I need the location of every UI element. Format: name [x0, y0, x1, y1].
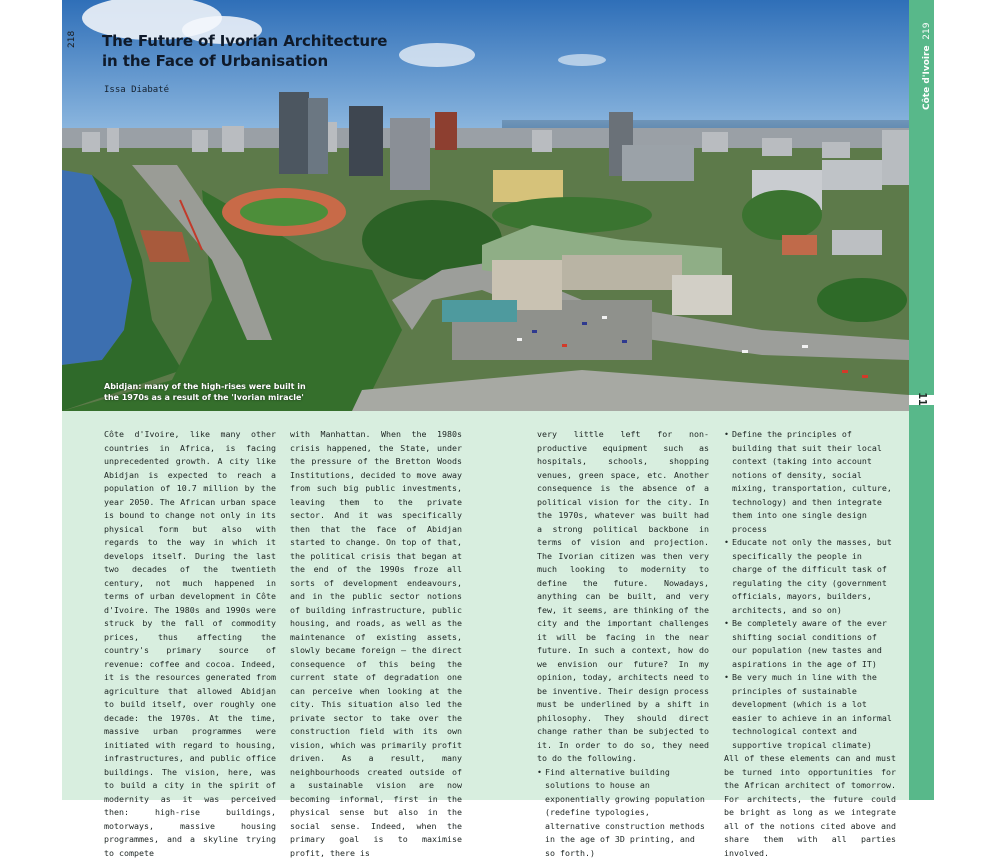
title-line-2: in the Face of Urbanisation [102, 51, 402, 71]
bullet-list [724, 428, 896, 752]
bullet-item: • Define the principles of building that suit their local context (taking into account notions of density, social mixing, transportation, culture, technology) and then integrate them into one single design process [724, 428, 896, 536]
text-column-2 [290, 428, 462, 860]
text-column-1 [104, 428, 276, 860]
running-head [910, 10, 934, 120]
bullet-item: • Be completely aware of the ever shifting social conditions of our population (new tastes and aspirations in the age of IT) [724, 617, 896, 671]
bullet-item: • Educate not only the masses, but specifically the people in charge of the difficult task of regulating the city (government officials, mayors, builders, architects, and so on) [724, 536, 896, 617]
paragraph: very little left for non-productive equipment such as hospitals, schools, shopping venues, green space, etc. Another consequence is the absence of a political vision for the city. In the 1970s, whatever was built had a strong political backbone in terms of vision and projection. The Ivorian citizen was then very much looking to modernity to define the future. Nowadays, anything can be built, and very few, it seems, are thinking of the city and the important challenges it will be facing in the near future. In such a context, how do we envision our future? In my opinion, today, architects need to be inventive. Their design process must be underlined by a shift in philosophy. They should direct change rather than be subjected to it. In order to do so, they need to do the following. [537, 428, 709, 766]
paragraph: Côte d'Ivoire, like many other countries in Africa, is facing unprecedented growth. A city like Abidjan is expected to reach a population of 10.7 million by the year 2050. The African urban space is bound to change not only in its physical form but also with regards to the way in which it develops itself. During the last two decades of the twentieth century, not much happened in terms of urban development in Côte d'Ivoire. The 1980s and 1990s were struck by the fall of commodity prices, thus affecting the country's primary source of revenue: coffee and cocoa. Indeed, it is the resources generated from agriculture that allowed Abidjan to build itself, over roughly one decade: the 1970s. At the time, massive urban programmes were initiated with regard to housing, infrastructures, and public office buildings. The vision, here, was to build a city in the spirit of modernity as it was perceived then: high-rise buildings, motorways, massive housing programmes, and a skyline trying to compete [104, 428, 276, 860]
text-column-4 [724, 428, 896, 860]
running-head-country: Côte d'Ivoire [922, 45, 932, 110]
chapter-number: 11 [913, 389, 929, 409]
bullet-item: • Be very much in line with the principles of sustainable development (which is a lot easier to achieve in an informal technological context and supportive tropical climate) [724, 671, 896, 752]
paragraph: with Manhattan. When the 1980s crisis happened, the State, under the pressure of the Bretton Woods Institutions, decided to move away from such big public investments, leaving them to the private sector. And it was specifically then that the face of Abidjan started to change. On top of that, the political crisis that began at the end of the 1990s froze all sorts of development endeavours, and in the public sector notions of building infrastructure, public housing, and roads, as well as the maintenance of existing assets, slowly became foreign – the direct consequence of this being the current state of degradation one can perceive when looking at the city. This situation also led the private sector to take over the construction field with its own vision, which was primarily profit driven. As a result, many neighbourhoods created outside of a sustainable vision are now becoming informal, first in the physical sense but also in the social sense. Indeed, when the primary goal is to maximise profit, there is [290, 428, 462, 860]
bullet-list [537, 766, 709, 860]
book-spread [62, 0, 934, 800]
caption-line-2: the 1970s as a result of the 'Ivorian miracle' [104, 392, 334, 403]
bullet-item: • Find alternative building solutions to house an exponentially growing population (redefine typologies, alternative construction methods in the age of 3D printing, and so forth.) [537, 766, 709, 860]
article-title [102, 31, 402, 71]
chapter-tab [909, 0, 934, 800]
left-page-number: 218 [67, 31, 77, 48]
abidjan-aerial-photo [62, 0, 909, 411]
caption-line-1: Abidjan: many of the high-rises were built in [104, 381, 334, 392]
paragraph: All of these elements can and must be turned into opportunities for the African architect of tomorrow. For architects, the future could be bright as long as we integrate all of the notions cited above and share them with all parties involved. [724, 752, 896, 860]
text-column-3 [537, 428, 709, 860]
photo-caption [104, 381, 334, 403]
title-line-1: The Future of Ivorian Architecture [102, 31, 402, 51]
author-name: Issa Diabaté [104, 85, 169, 95]
right-page-number: 219 [922, 23, 932, 40]
